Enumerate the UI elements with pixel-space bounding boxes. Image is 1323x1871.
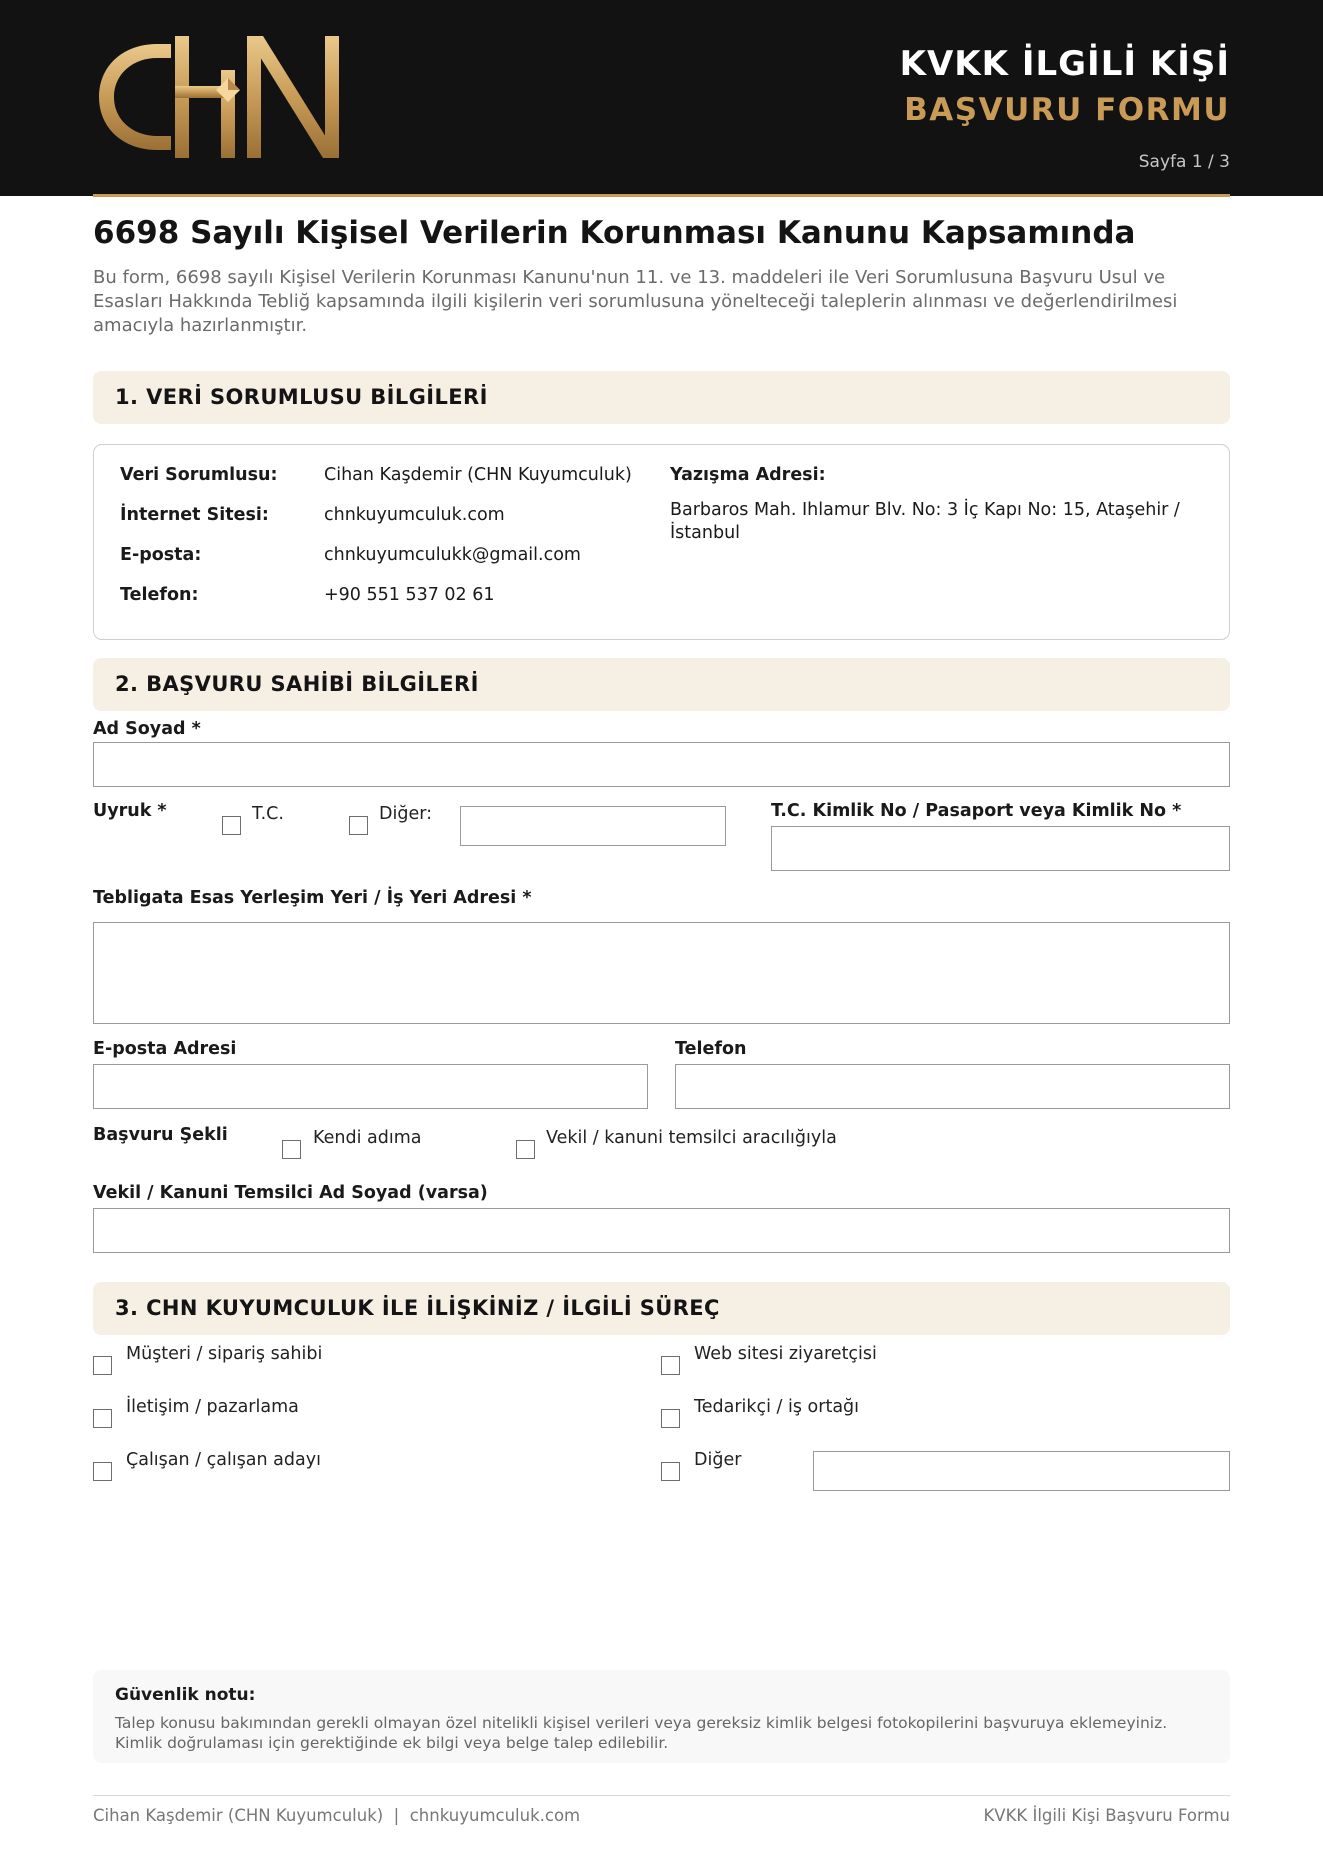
nationality-tc-checkbox[interactable] <box>222 816 241 835</box>
nationality-other-label: Diğer: <box>379 804 432 824</box>
section-2-header <box>93 658 1230 711</box>
nationality-other-checkbox[interactable] <box>349 816 368 835</box>
relation-other-field[interactable] <box>813 1451 1230 1491</box>
relation-customer-label: Müşteri / sipariş sahibi <box>126 1344 323 1364</box>
form-title-line2: BAŞVURU FORMU <box>904 92 1230 128</box>
method-proxy-label: Vekil / kanuni temsilci aracılığıyla <box>546 1128 837 1148</box>
security-note-title: Güvenlik notu: <box>115 1685 256 1705</box>
email-label: E-posta: <box>120 545 202 565</box>
page-indicator: Sayfa 1 / 3 <box>1138 152 1230 172</box>
method-self-label: Kendi adıma <box>313 1128 422 1148</box>
relation-supplier-checkbox[interactable] <box>661 1409 680 1428</box>
nationality-other-field[interactable] <box>460 806 726 846</box>
form-title-line1: KVKK İLGİLİ KİŞİ <box>899 44 1230 84</box>
section-1-title: 1. VERİ SORUMLUSU BİLGİLERİ <box>115 385 488 409</box>
correspondence-address-label: Yazışma Adresi: <box>670 465 826 485</box>
section-3-header <box>93 1282 1230 1335</box>
correspondence-address-value: Barbaros Mah. Ihlamur Blv. No: 3 İç Kapı No: 15, Ataşehir / İstanbul <box>670 500 1180 543</box>
relation-communication-label: İletişim / pazarlama <box>126 1397 299 1417</box>
method-proxy-checkbox[interactable] <box>516 1140 535 1159</box>
relation-other-label: Diğer <box>694 1450 742 1470</box>
proxy-name-field[interactable] <box>93 1208 1230 1253</box>
full-name-field[interactable] <box>93 742 1230 787</box>
relation-web-visitor-checkbox[interactable] <box>661 1356 680 1375</box>
method-self-checkbox[interactable] <box>282 1140 301 1159</box>
controller-info-box <box>93 444 1230 640</box>
controller-label: Veri Sorumlusu: <box>120 465 278 485</box>
security-note <box>93 1670 1230 1763</box>
applicant-email-label: E-posta Adresi <box>93 1039 237 1059</box>
security-note-text: Talep konusu bakımından gerekli olmayan özel nitelikli kişisel verileri veya gereksiz kimlik belgesi fotokopilerini başvuruya eklemeyiniz. Kimlik doğrulaması için gerektiğinde ek bilgi veya belge talep edilebilir. <box>115 1714 1168 1752</box>
section-2-title: 2. BAŞVURU SAHİBİ BİLGİLERİ <box>115 672 479 696</box>
website-value: chnkuyumculuk.com <box>324 505 505 525</box>
applicant-email-field[interactable] <box>93 1064 648 1109</box>
full-name-label: Ad Soyad * <box>93 719 201 739</box>
nationality-tc-label: T.C. <box>252 804 284 824</box>
relation-other-checkbox[interactable] <box>661 1462 680 1481</box>
footer-divider <box>93 1795 1230 1796</box>
applicant-phone-field[interactable] <box>675 1064 1230 1109</box>
relation-employee-checkbox[interactable] <box>93 1462 112 1481</box>
relation-web-visitor-label: Web sitesi ziyaretçisi <box>694 1344 877 1364</box>
id-number-field[interactable] <box>771 826 1230 871</box>
proxy-name-label: Vekil / Kanuni Temsilci Ad Soyad (varsa) <box>93 1183 488 1203</box>
relation-supplier-label: Tedarikçi / iş ortağı <box>694 1397 860 1417</box>
notification-address-field[interactable] <box>93 922 1230 1024</box>
header-divider <box>93 194 1230 197</box>
application-method-label: Başvuru Şekli <box>93 1125 228 1145</box>
website-label: İnternet Sitesi: <box>120 505 269 525</box>
section-1-header <box>93 371 1230 424</box>
email-value: chnkuyumculukk@gmail.com <box>324 545 581 565</box>
id-number-label: T.C. Kimlik No / Pasaport veya Kimlik No * <box>771 801 1182 821</box>
intro-paragraph: Bu form, 6698 sayılı Kişisel Verilerin Korunması Kanunu'nun 11. ve 13. maddeleri ile Veri Sorumlusuna Başvuru Usul ve Esasları Hakkında Tebliğ kapsamında ilgili kişilerin veri sorumlusuna yönelteceği taleplerin alınması ve değerlendirilmesi amacıyla hazırlanmıştır. <box>93 267 1178 336</box>
relation-employee-label: Çalışan / çalışan adayı <box>126 1450 321 1470</box>
relation-customer-checkbox[interactable] <box>93 1356 112 1375</box>
footer-company: Cihan Kaşdemir (CHN Kuyumculuk) | chnkuyumculuk.com <box>93 1806 581 1825</box>
document-title: 6698 Sayılı Kişisel Verilerin Korunması Kanunu Kapsamında <box>93 215 1136 251</box>
notification-address-label: Tebligata Esas Yerleşim Yeri / İş Yeri Adresi * <box>93 888 532 908</box>
relation-communication-checkbox[interactable] <box>93 1409 112 1428</box>
footer-form-name: KVKK İlgili Kişi Başvuru Formu <box>983 1806 1230 1825</box>
page-header <box>0 0 1323 196</box>
chn-logo <box>93 34 346 160</box>
phone-label: Telefon: <box>120 585 199 605</box>
applicant-phone-label: Telefon <box>675 1039 747 1059</box>
controller-value: Cihan Kaşdemir (CHN Kuyumculuk) <box>324 465 632 485</box>
nationality-label: Uyruk * <box>93 801 167 821</box>
phone-value: +90 551 537 02 61 <box>324 585 495 605</box>
section-3-title: 3. CHN KUYUMCULUK İLE İLİŞKİNİZ / İLGİLİ SÜREÇ <box>115 1296 720 1320</box>
